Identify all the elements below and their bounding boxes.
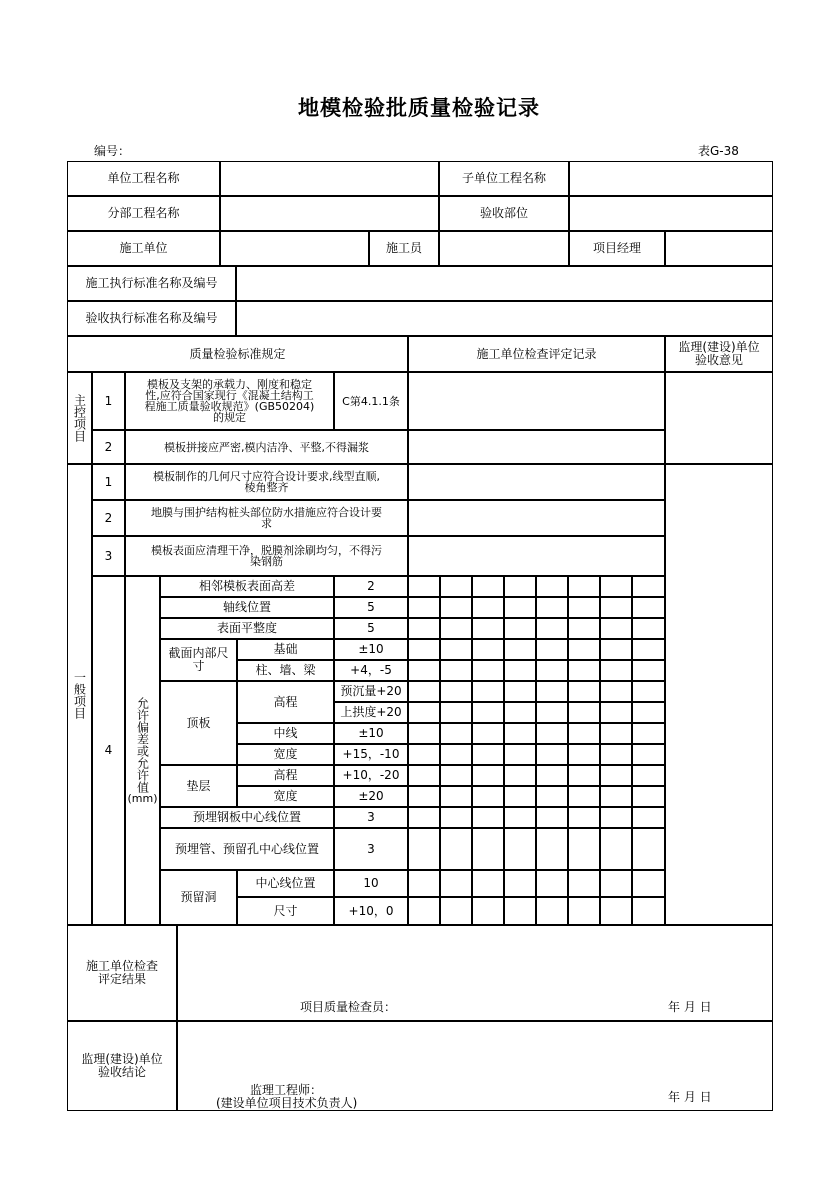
tol-centerline-name: 中线 <box>237 723 334 744</box>
measurement-cell[interactable] <box>600 639 632 660</box>
measurement-cell[interactable] <box>632 597 665 618</box>
tol-roof-label: 顶板 <box>160 681 237 765</box>
measurement-cell[interactable] <box>632 723 665 744</box>
general-item-2-line2: 求 <box>261 517 272 530</box>
measurement-cell[interactable] <box>536 723 568 744</box>
measurement-cell[interactable] <box>440 639 472 660</box>
tol-adjacent-name: 相邻模板表面高差 <box>160 576 334 597</box>
measurement-cell[interactable] <box>632 639 665 660</box>
tolerance-label-cell <box>125 576 160 925</box>
unit-project-label: 单位工程名称 <box>67 161 220 196</box>
tol-flatness-name: 表面平整度 <box>160 618 334 639</box>
measurement-cell[interactable] <box>504 702 536 723</box>
tol-cushion-elev-value: +10，-20 <box>334 765 408 786</box>
check-result-line2: 评定结果 <box>97 972 146 986</box>
general-item-3-text <box>125 536 408 576</box>
main-items-label: 主控项目 <box>72 394 87 442</box>
construction-unit-label: 施工单位 <box>67 231 220 266</box>
sub-unit-project-label: 子单位工程名称 <box>439 161 569 196</box>
measurement-cell[interactable] <box>440 786 472 807</box>
measurement-cell[interactable] <box>504 765 536 786</box>
engineer-note: (建设单位项目技术负责人) <box>216 1096 358 1110</box>
measurement-cell[interactable] <box>600 660 632 681</box>
measurement-cell[interactable] <box>632 786 665 807</box>
measurement-cell[interactable] <box>568 897 600 925</box>
tol-cushion-elev-name: 高程 <box>237 765 334 786</box>
measurement-cell[interactable] <box>600 828 632 870</box>
measurement-cell[interactable] <box>472 576 504 597</box>
measurement-cell[interactable] <box>568 639 600 660</box>
tol-pipe-value: 3 <box>334 828 408 870</box>
measurement-cell[interactable] <box>408 660 440 681</box>
acceptance-part-field[interactable] <box>569 196 773 231</box>
main-items-supervision[interactable] <box>665 372 773 464</box>
tol-hole-center-name: 中心线位置 <box>237 870 334 897</box>
measurement-cell[interactable] <box>632 702 665 723</box>
tol-width-value: +15，-10 <box>334 744 408 765</box>
measurement-cell[interactable] <box>536 744 568 765</box>
tol-foundation-name: 基础 <box>237 639 334 660</box>
measurement-cell[interactable] <box>504 870 536 897</box>
measurement-cell[interactable] <box>600 723 632 744</box>
measurement-cell[interactable] <box>600 702 632 723</box>
tol-steel-plate-value: 3 <box>334 807 408 828</box>
tol-flatness-value: 5 <box>334 618 408 639</box>
measurement-cell[interactable] <box>568 597 600 618</box>
form-number: 表G-38 <box>698 144 739 158</box>
tol-adjacent-value: 2 <box>334 576 408 597</box>
measurement-cell[interactable] <box>600 786 632 807</box>
tol-pipe-name: 预埋管、预留孔中心线位置 <box>160 828 334 870</box>
measurement-cell[interactable] <box>440 807 472 828</box>
measurement-cell[interactable] <box>536 786 568 807</box>
measurement-cell[interactable] <box>408 786 440 807</box>
measurement-cell[interactable] <box>504 618 536 639</box>
measurement-cell[interactable] <box>408 897 440 925</box>
measurement-cell[interactable] <box>472 639 504 660</box>
supervision-conclusion-line1: 监理(建设)单位 <box>81 1052 163 1066</box>
record-header: 施工单位检查评定记录 <box>408 336 665 372</box>
measurement-cell[interactable] <box>408 828 440 870</box>
measurement-cell[interactable] <box>536 870 568 897</box>
tol-camber: 上拱度+20 <box>334 702 408 723</box>
measurement-cell[interactable] <box>440 870 472 897</box>
measurement-cell[interactable] <box>632 828 665 870</box>
measurement-cell[interactable] <box>408 618 440 639</box>
measurement-cell[interactable] <box>568 744 600 765</box>
measurement-cell[interactable] <box>600 807 632 828</box>
measurement-cell[interactable] <box>408 681 440 702</box>
main-item-2-text: 模板拼接应严密,模内洁净、平整,不得漏浆 <box>125 430 408 464</box>
main-item-1-record[interactable] <box>408 372 665 430</box>
main-item-1-ref: C第4.1.1条 <box>334 372 408 430</box>
general-item-1-record[interactable] <box>408 464 665 500</box>
supervision-header-line2: 验收意见 <box>694 353 743 367</box>
measurement-cell[interactable] <box>600 765 632 786</box>
sub-unit-project-field[interactable] <box>569 161 773 196</box>
measurement-cell[interactable] <box>504 807 536 828</box>
measurement-cell[interactable] <box>600 576 632 597</box>
measurement-cell[interactable] <box>504 576 536 597</box>
page-title: 地模检验批质量检验记录 <box>298 96 540 120</box>
project-manager-field[interactable] <box>665 231 773 266</box>
inspector-label: 项目质量检查员： <box>300 1000 397 1014</box>
measurement-cell[interactable] <box>568 828 600 870</box>
tol-cushion-width-value: ±20 <box>334 786 408 807</box>
measurement-cell[interactable] <box>568 576 600 597</box>
general-item-1-line2: 棱角整齐 <box>244 481 289 494</box>
measurement-cell[interactable] <box>632 660 665 681</box>
measurement-cell[interactable] <box>632 576 665 597</box>
measurement-cell[interactable] <box>504 639 536 660</box>
supervision-conclusion-label <box>67 1021 177 1111</box>
measurement-cell[interactable] <box>536 702 568 723</box>
measurement-cell[interactable] <box>536 660 568 681</box>
measurement-cell[interactable] <box>472 618 504 639</box>
division-project-label: 分部工程名称 <box>67 196 220 231</box>
measurement-cell[interactable] <box>568 807 600 828</box>
measurement-cell[interactable] <box>536 765 568 786</box>
measurement-cell[interactable] <box>600 681 632 702</box>
measurement-cell[interactable] <box>600 597 632 618</box>
constructor-label: 施工员 <box>369 231 439 266</box>
measurement-cell[interactable] <box>632 897 665 925</box>
supervision-date: 年 月 日 <box>668 1090 712 1104</box>
measurement-cell[interactable] <box>440 702 472 723</box>
measurement-cell[interactable] <box>408 870 440 897</box>
measurement-cell[interactable] <box>408 702 440 723</box>
tol-steel-plate-name: 预埋钢板中心线位置 <box>160 807 334 828</box>
measurement-cell[interactable] <box>536 639 568 660</box>
main-item-1-line3: 程施工质量验收规范》(GB50204) <box>144 400 315 413</box>
measurement-cell[interactable] <box>440 660 472 681</box>
measurement-cell[interactable] <box>504 786 536 807</box>
tol-pre-settle: 预沉量+20 <box>334 681 408 702</box>
tol-axis-name: 轴线位置 <box>160 597 334 618</box>
measurement-cell[interactable] <box>504 828 536 870</box>
measurement-cell[interactable] <box>632 681 665 702</box>
engineer-label: 监理工程师： <box>250 1083 323 1097</box>
measurement-cell[interactable] <box>472 828 504 870</box>
tol-cushion-width-name: 宽度 <box>237 786 334 807</box>
check-result-label <box>67 925 177 1021</box>
measurement-cell[interactable] <box>536 681 568 702</box>
number-label: 编号： <box>94 144 131 158</box>
measurement-cell[interactable] <box>504 597 536 618</box>
measurement-cell[interactable] <box>440 681 472 702</box>
construction-unit-field[interactable] <box>220 231 369 266</box>
measurement-cell[interactable] <box>504 681 536 702</box>
supervision-header-line1: 监理(建设)单位 <box>678 340 760 354</box>
measurement-cell[interactable] <box>440 897 472 925</box>
main-item-2-no: 2 <box>92 430 125 464</box>
measurement-cell[interactable] <box>440 723 472 744</box>
measurement-cell[interactable] <box>408 576 440 597</box>
tol-axis-value: 5 <box>334 597 408 618</box>
general-item-3-line1: 模板表面应清理干净，脱膜剂涂刷均匀，不得污 <box>151 544 382 557</box>
measurement-cell[interactable] <box>568 681 600 702</box>
measurement-cell[interactable] <box>472 702 504 723</box>
tol-section-line1: 截面内部尺 <box>168 646 229 660</box>
measurement-cell[interactable] <box>408 639 440 660</box>
general-item-2-text <box>125 500 408 536</box>
check-date: 年 月 日 <box>668 1000 712 1014</box>
measurement-cell[interactable] <box>536 618 568 639</box>
general-item-3-no: 3 <box>92 536 125 576</box>
measurement-cell[interactable] <box>536 576 568 597</box>
measurement-cell[interactable] <box>472 660 504 681</box>
general-item-3-record[interactable] <box>408 536 665 576</box>
measurement-cell[interactable] <box>568 723 600 744</box>
general-item-2-no: 2 <box>92 500 125 536</box>
measurement-cell[interactable] <box>408 807 440 828</box>
tol-centerline-value: ±10 <box>334 723 408 744</box>
measurement-cell[interactable] <box>440 765 472 786</box>
general-item-2-line1: 地膜与围护结构桩头部位防水措施应符合设计要 <box>151 506 382 519</box>
measurement-cell[interactable] <box>440 744 472 765</box>
tol-width-name: 宽度 <box>237 744 334 765</box>
measurement-cell[interactable] <box>504 744 536 765</box>
general-items-label-cell <box>67 464 92 925</box>
measurement-cell[interactable] <box>472 870 504 897</box>
measurement-cell[interactable] <box>440 597 472 618</box>
measurement-cell[interactable] <box>440 576 472 597</box>
tol-column-name: 柱、墙、梁 <box>237 660 334 681</box>
measurement-cell[interactable] <box>472 897 504 925</box>
tolerance-unit: (mm) <box>127 792 158 805</box>
acc-standard-label: 验收执行标准名称及编号 <box>67 301 236 336</box>
measurement-cell[interactable] <box>440 618 472 639</box>
acceptance-part-label: 验收部位 <box>439 196 569 231</box>
measurement-cell[interactable] <box>632 765 665 786</box>
measurement-cell[interactable] <box>472 681 504 702</box>
tol-hole-label: 预留洞 <box>160 870 237 925</box>
main-item-1-line2: 性,应符合国家现行《混凝土结构工 <box>145 389 314 402</box>
main-item-1-line1: 模板及支架的承载力、刚度和稳定 <box>147 378 312 391</box>
measurement-cell[interactable] <box>408 744 440 765</box>
measurement-cell[interactable] <box>472 765 504 786</box>
tol-hole-size-value: +10，0 <box>334 897 408 925</box>
measurement-cell[interactable] <box>536 897 568 925</box>
measurement-cell[interactable] <box>568 618 600 639</box>
measurement-cell[interactable] <box>568 765 600 786</box>
tolerance-no: 4 <box>92 576 125 925</box>
tol-elevation-label: 高程 <box>237 681 334 723</box>
acc-standard-field[interactable] <box>236 301 773 336</box>
standard-header: 质量检验标准规定 <box>67 336 408 372</box>
measurement-cell[interactable] <box>504 660 536 681</box>
main-item-1-text <box>125 372 334 430</box>
measurement-cell[interactable] <box>536 828 568 870</box>
supervision-header <box>665 336 773 372</box>
general-items-label: 一般项目 <box>72 670 87 719</box>
main-item-1-line4: 的规定 <box>213 411 246 424</box>
measurement-cell[interactable] <box>600 618 632 639</box>
measurement-cell[interactable] <box>632 744 665 765</box>
general-items-supervision[interactable] <box>665 464 773 925</box>
general-item-1-no: 1 <box>92 464 125 500</box>
tol-cushion-label: 垫层 <box>160 765 237 807</box>
general-item-1-line1: 模板制作的几何尺寸应符合设计要求,线型直顺, <box>153 470 380 483</box>
tol-section-line2: 寸 <box>192 659 205 673</box>
measurement-cell[interactable] <box>568 870 600 897</box>
tol-column-value: +4，-5 <box>334 660 408 681</box>
measurement-cell[interactable] <box>536 597 568 618</box>
measurement-cell[interactable] <box>472 723 504 744</box>
general-item-2-record[interactable] <box>408 500 665 536</box>
measurement-cell[interactable] <box>504 897 536 925</box>
measurement-cell[interactable] <box>632 618 665 639</box>
measurement-cell[interactable] <box>568 702 600 723</box>
measurement-cell[interactable] <box>408 723 440 744</box>
division-project-field[interactable] <box>220 196 439 231</box>
supervision-conclusion-line2: 验收结论 <box>97 1065 146 1079</box>
measurement-cell[interactable] <box>600 870 632 897</box>
measurement-cell[interactable] <box>440 828 472 870</box>
tol-hole-size-name: 尺寸 <box>237 897 334 925</box>
measurement-cell[interactable] <box>632 870 665 897</box>
measurement-cell[interactable] <box>472 744 504 765</box>
exec-standard-label: 施工执行标准名称及编号 <box>67 266 236 301</box>
constructor-field[interactable] <box>439 231 569 266</box>
main-items-label-cell <box>67 372 92 464</box>
main-item-1-no: 1 <box>92 372 125 430</box>
measurement-cell[interactable] <box>472 597 504 618</box>
tol-section-label <box>160 639 237 681</box>
general-item-1-text <box>125 464 408 500</box>
exec-standard-field[interactable] <box>236 266 773 301</box>
tolerance-label: 允许偏差或允许值 <box>135 697 150 793</box>
measurement-cell[interactable] <box>632 807 665 828</box>
measurement-cell[interactable] <box>600 897 632 925</box>
measurement-cell[interactable] <box>536 807 568 828</box>
main-item-2-record[interactable] <box>408 430 665 464</box>
measurement-cell[interactable] <box>472 786 504 807</box>
unit-project-field[interactable] <box>220 161 439 196</box>
measurement-cell[interactable] <box>600 744 632 765</box>
tol-hole-center-value: 10 <box>334 870 408 897</box>
general-item-3-line2: 染钢筋 <box>250 555 283 568</box>
measurement-cell[interactable] <box>408 597 440 618</box>
measurement-cell[interactable] <box>504 723 536 744</box>
measurement-cell[interactable] <box>472 807 504 828</box>
measurement-cell[interactable] <box>568 786 600 807</box>
project-manager-label: 项目经理 <box>569 231 665 266</box>
measurement-cell[interactable] <box>408 765 440 786</box>
check-result-line1: 施工单位检查 <box>85 959 158 973</box>
tol-foundation-value: ±10 <box>334 639 408 660</box>
measurement-cell[interactable] <box>568 660 600 681</box>
